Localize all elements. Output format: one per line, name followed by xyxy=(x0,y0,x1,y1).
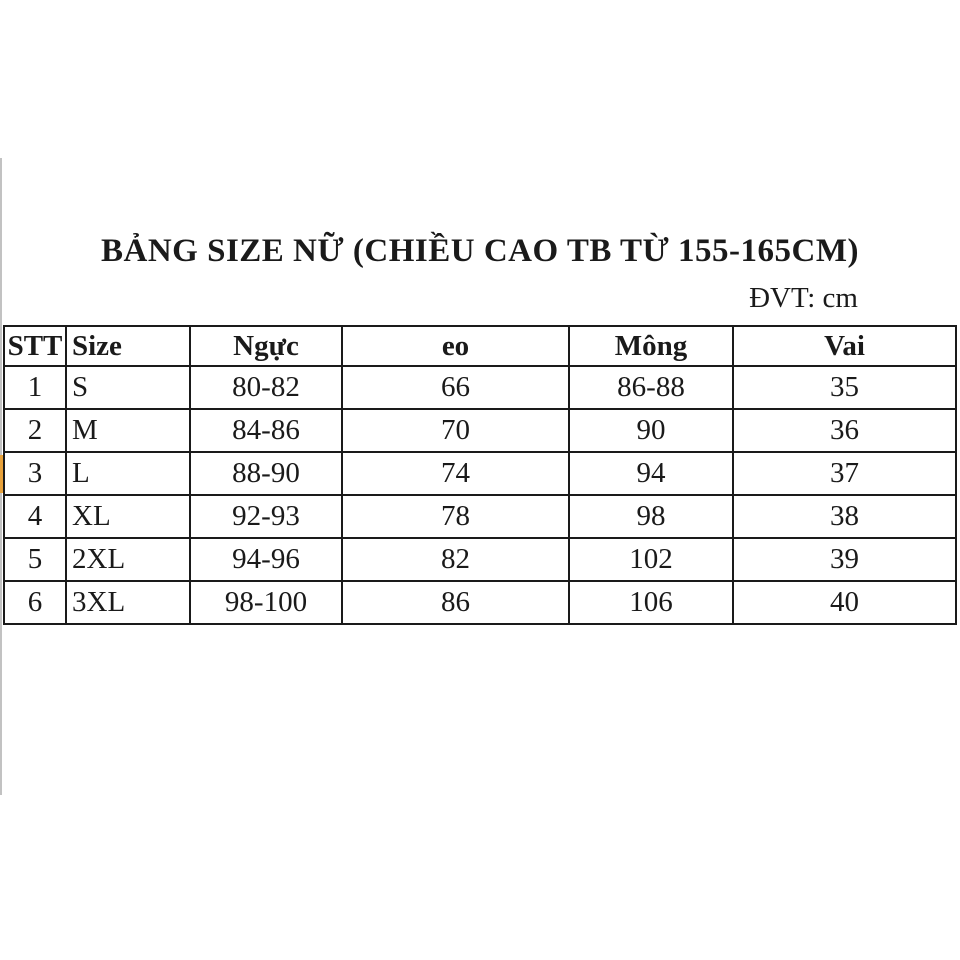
cell-vai: 38 xyxy=(733,495,956,538)
cell-size: S xyxy=(66,366,190,409)
cell-stt: 5 xyxy=(4,538,66,581)
cell-mong: 90 xyxy=(569,409,733,452)
page-title: BẢNG SIZE NỮ (CHIỀU CAO TB TỪ 155-165CM) xyxy=(101,233,859,269)
cell-vai: 35 xyxy=(733,366,956,409)
cell-size: 3XL xyxy=(66,581,190,624)
cell-eo: 82 xyxy=(342,538,569,581)
table-row xyxy=(4,495,956,538)
cell-stt: 4 xyxy=(4,495,66,538)
table-row xyxy=(4,581,956,624)
table-header-row xyxy=(4,326,956,366)
cell-mong: 98 xyxy=(569,495,733,538)
cell-eo: 70 xyxy=(342,409,569,452)
cell-stt: 2 xyxy=(4,409,66,452)
cell-eo: 66 xyxy=(342,366,569,409)
header-size: Size xyxy=(66,326,190,366)
size-table xyxy=(3,325,957,625)
header-stt: STT xyxy=(4,326,66,366)
cell-mong: 94 xyxy=(569,452,733,495)
table-row xyxy=(4,538,956,581)
cell-mong: 102 xyxy=(569,538,733,581)
cell-nguc: 94-96 xyxy=(190,538,342,581)
header-mong: Mông xyxy=(569,326,733,366)
cell-stt: 1 xyxy=(4,366,66,409)
table-row xyxy=(4,409,956,452)
table-row xyxy=(4,366,956,409)
cell-stt: 6 xyxy=(4,581,66,624)
unit-label: ĐVT: cm xyxy=(749,282,858,314)
cell-size: L xyxy=(66,452,190,495)
cell-eo: 74 xyxy=(342,452,569,495)
cell-vai: 37 xyxy=(733,452,956,495)
cell-nguc: 84-86 xyxy=(190,409,342,452)
cell-eo: 78 xyxy=(342,495,569,538)
header-eo: eo xyxy=(342,326,569,366)
cell-nguc: 88-90 xyxy=(190,452,342,495)
cell-size: 2XL xyxy=(66,538,190,581)
cell-vai: 40 xyxy=(733,581,956,624)
table-row xyxy=(4,452,956,495)
cell-size: XL xyxy=(66,495,190,538)
cell-nguc: 92-93 xyxy=(190,495,342,538)
header-nguc: Ngực xyxy=(190,326,342,366)
cell-vai: 36 xyxy=(733,409,956,452)
cell-nguc: 98-100 xyxy=(190,581,342,624)
cell-size: M xyxy=(66,409,190,452)
cell-vai: 39 xyxy=(733,538,956,581)
cell-eo: 86 xyxy=(342,581,569,624)
cell-mong: 86-88 xyxy=(569,366,733,409)
cell-nguc: 80-82 xyxy=(190,366,342,409)
cell-stt: 3 xyxy=(4,452,66,495)
header-vai: Vai xyxy=(733,326,956,366)
cell-mong: 106 xyxy=(569,581,733,624)
